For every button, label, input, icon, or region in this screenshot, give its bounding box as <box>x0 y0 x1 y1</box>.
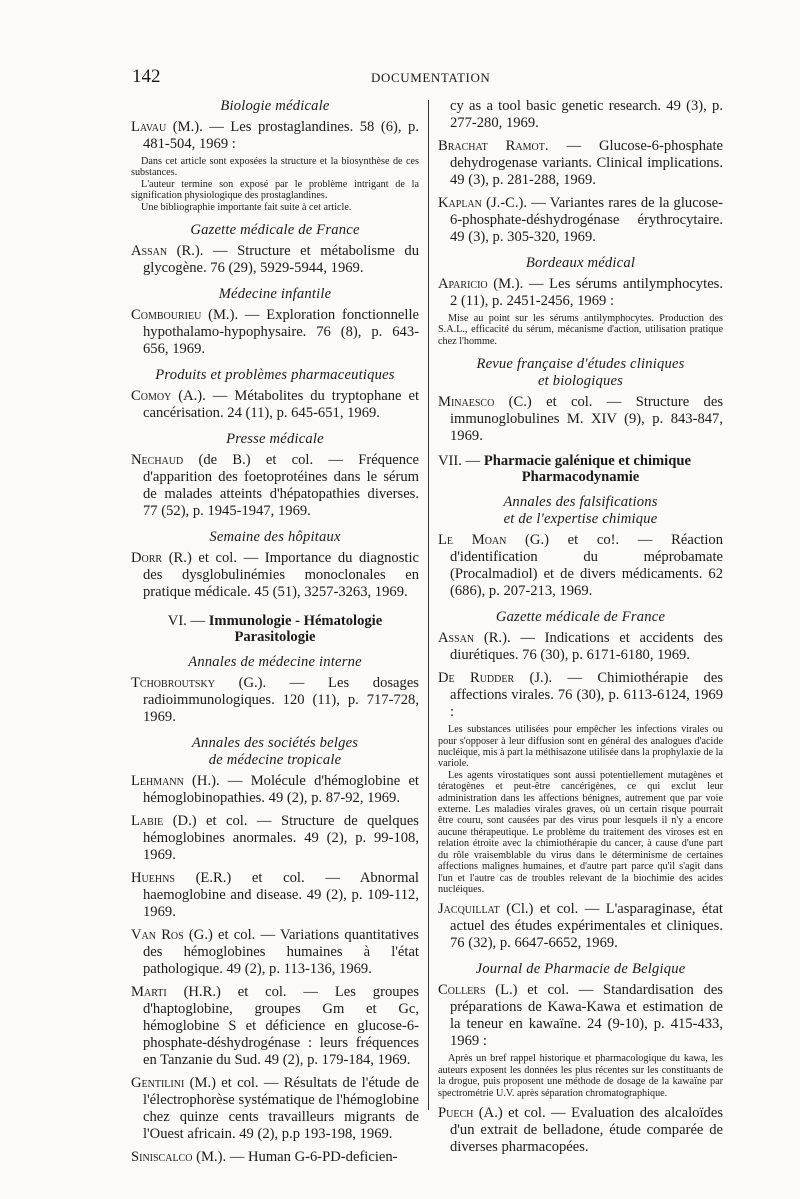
bibliography-entry <box>438 532 723 600</box>
bibliography-entry <box>131 984 419 1069</box>
entry-author: Combourieu (M.). <box>131 307 239 324</box>
bibliography-entry <box>438 670 723 721</box>
journal-title: Produits et problèmes pharmaceutiques <box>155 367 395 384</box>
entry-author: Tchobroutsky (G.). <box>131 675 267 692</box>
bibliography-entry <box>438 630 723 664</box>
entry-text: (A.) et col. — Evaluation des alcaloïdes d'un extrait de belladone, étude comparée de diverses pharmacopées. <box>450 1104 723 1155</box>
entry-text: (G.) et co!. — Réaction d'identification du méprobamate (Procalmadiol) et de divers médicaments. 62 (686), p. 207-213, 1969. <box>450 532 723 600</box>
abstract-paragraph: Les substances utilisées pour empêcher les infections virales ou pour s'opposer à leur diffusion sont en général des analogues d'acide nucléique, mis à part la méthisazone utilisée dans la prophylaxie de la variole. <box>438 724 723 770</box>
journal-title-line2: et de l'expertise chimique <box>503 511 658 528</box>
bibliography-entry <box>131 675 419 726</box>
section-title-line2: Pharmacodynamie <box>521 469 640 486</box>
entry-text: — Chimiothérapie des affections virales. 76 (30), p. 6113-6124, 1969 : <box>450 670 723 721</box>
entry-text: (C.) et col. — Structure des immunoglobulines M. XIV (9), p. 843-847, 1969. <box>450 394 723 445</box>
entry-text: (E.R.) et col. — Abnormal haemoglobine and disease. 49 (2), p. 109-112, 1969. <box>143 870 419 921</box>
journal-title: Gazette médicale de France <box>190 222 360 239</box>
entry-text: (L.) et col. — Standardisation des préparations de Kawa-Kawa et estimation de la teneur en kawaïne. 24 (9-10), p. 415-433, 1969 : <box>450 982 723 1050</box>
section-heading <box>131 613 419 645</box>
bibliography-entry-continued: cy as a tool basic genetic research. 49 (3), p. 277-280, 1969. <box>450 98 723 131</box>
entry-author: Kaplan (J.-C.). <box>438 195 528 211</box>
bibliography-entry <box>131 243 419 277</box>
abstract-paragraph: Mise au point sur les sérums antilymphocytes. Production des S.A.L., efficacité du sérum, mécanisme d'action, utilisation pratique chez l'homme. <box>438 313 723 347</box>
abstract-paragraph: Une bibliographie importante fait suite à cet article. <box>141 201 352 213</box>
abstract-paragraph: L'auteur termine son exposé par le problème intrigant de la signification physiologique des prostaglandines. <box>131 178 419 202</box>
journal-title <box>131 735 419 769</box>
entry-author: Gentilini <box>131 1075 185 1092</box>
section-heading <box>438 453 723 485</box>
journal-title-line1: Annales des falsifications <box>503 494 658 511</box>
bibliography-entry <box>131 307 419 358</box>
journal-title-line2: et biologiques <box>537 373 624 390</box>
entry-author: Le Moan <box>438 532 507 549</box>
section-title-line2: Parasitologie <box>234 629 316 646</box>
entry-author: Comoy (A.). <box>131 388 206 405</box>
entry-author: Marti <box>131 984 167 1001</box>
entry-author: Huehns <box>131 870 175 887</box>
abstract-paragraph: Dans cet article sont exposées la structure et la biosynthèse de ces substances. <box>131 156 419 179</box>
entry-text: (de B.) et col. — Fréquence d'apparition des foetoprotéines dans le sérum de malades atteints d'hépatopathies diverses. 77 (52), p. 1945-1947, 1969. <box>143 452 419 520</box>
journal-title: Bordeaux médical <box>525 255 636 271</box>
entry-text: — Glucose-6-phosphate dehydrogenase variants. Clinical implications. 49 (3), p. 281-288, 1969. <box>450 138 724 188</box>
section-title: Pharmacie galénique et chimique <box>483 453 691 470</box>
bibliography-entry <box>438 394 723 445</box>
entry-abstract <box>438 1053 723 1099</box>
entry-text: — Les dosages radioimmunologiques. 120 (11), p. 717-728, 1969. <box>143 675 419 726</box>
journal-title <box>438 494 723 528</box>
bibliography-entry <box>438 276 723 310</box>
entry-text: (M.) et col. — Résultats de l'étude de l'électrophorèse systématique de l'hémoglobine chez quinze cents travailleurs migrants de l'Ouest africain. 49 (2), p.p 193-198, 1969. <box>143 1075 419 1143</box>
bibliography-entry <box>131 927 419 978</box>
entry-author: Assan (R.). <box>438 630 511 647</box>
section-title: Immunologie - Hématologie <box>208 613 383 630</box>
entry-author: De Rudder (J.). <box>438 670 553 687</box>
section-number: VII. — <box>438 453 484 470</box>
bibliography-entry <box>438 982 723 1050</box>
entry-author: Aparicio (M.). <box>438 276 524 292</box>
bibliography-entry <box>131 388 419 422</box>
bibliography-entry <box>131 773 419 807</box>
abstract-paragraph: Après un bref rappel historique et pharmacologique du kawa, les auteurs exposent les données les plus récentes sur les constituants de la drogue, puis proposent une méthode de dosage de la kawaïne par spectrométrie U.V. après séparation chromatographique. <box>438 1053 723 1099</box>
entry-abstract <box>438 313 723 347</box>
bibliography-entry <box>131 1149 419 1166</box>
entry-text: — Les prostaglandines. 58 (6), p. 481-504, 1969 : <box>143 119 419 152</box>
entry-text: — Exploration fonctionnelle hypothalamo-hypophysaire. 76 (8), p. 643-656, 1969. <box>143 307 419 358</box>
entry-text: (G.) et col. — Variations quantitatives des hémoglobines humaines à l'état pathologique. 49 (2), p. 113-136, 1969. <box>143 927 419 978</box>
entry-abstract <box>131 156 419 213</box>
entry-author: Van Ros <box>131 927 184 944</box>
entry-text: (H.R.) et col. — Les groupes d'haptoglobine, groupes Gm et Gc, hémoglobine S et déficience en glucose-6-phosphate-déshydrogénase : leurs fréquences en Tanzanie du Sud. 49 (2), p. 179-184, 1969. <box>143 984 419 1069</box>
journal-title: Semaine des hôpitaux <box>209 529 341 546</box>
bibliography-entry <box>438 138 723 189</box>
journal-title: Médecine infantile <box>218 286 332 303</box>
entry-text: — Molécule d'hémoglobine et hémoglobinopathies. 49 (2), p. 87-92, 1969. <box>143 773 419 807</box>
journal-title <box>438 356 723 390</box>
journal-title: Presse médicale <box>226 431 324 448</box>
entry-author: Minaesco <box>438 394 495 411</box>
entry-text: — Human G-6-PD-deficien- <box>226 1149 398 1166</box>
journal-title: Gazette médicale de France <box>495 609 666 626</box>
entry-author: Puech <box>438 1104 474 1121</box>
entry-author: Brachat Ramot. <box>438 138 549 154</box>
entry-author: Siniscalco (M.). <box>131 1149 227 1166</box>
bibliography-entry <box>438 195 723 246</box>
bibliography-entry <box>438 901 723 952</box>
entry-author: Dorr <box>131 550 163 567</box>
entry-abstract <box>438 724 723 895</box>
entry-author: Labie <box>131 813 164 830</box>
entry-text: (D.) et col. — Structure de quelques hémoglobines anormales. 49 (2), p. 99-108, 1969. <box>143 813 419 864</box>
bibliography-entry <box>131 813 419 864</box>
entry-author: Jacquillat <box>438 901 500 918</box>
right-column <box>438 98 723 1162</box>
left-column <box>131 98 419 1172</box>
entry-author: Lehmann (H.). <box>131 773 220 790</box>
entry-author: Nechaud <box>131 452 184 469</box>
column-divider <box>428 100 429 1110</box>
bibliography-entry <box>131 1075 419 1143</box>
entry-author: Lavau (M.). <box>131 119 203 135</box>
entry-text: — Indications et accidents des diurétiques. 76 (30), p. 6171-6180, 1969. <box>450 630 723 664</box>
journal-title: Biologie médicale <box>220 98 330 114</box>
bibliography-entry <box>131 119 419 153</box>
journal-title: Journal de Pharmacie de Belgique <box>475 961 686 978</box>
journal-title-line1: Revue française d'études cliniques <box>476 356 685 373</box>
entry-author: Collers <box>438 982 486 999</box>
page-number: 142 <box>132 66 161 87</box>
abstract-paragraph: Les agents virostatiques sont aussi potentiellement mutagènes et tératogènes et peut-être cancérigènes, ce qui exclut leur administration dans les affections bénignes, autrement que par voie externe. Les maladies virales graves, où un certain risque pourrait être couru, sont causées par des virus pour lesquels il n'y a encore aucune thérapeutique. Le problème du traitement des viroses est en relation étroite avec la chimiothérapie du cancer, à cause d'une part du rôle vraisemblable du virus dans le déterminisme de certaines affections malignes humaines, et d'autre part parce qu'il s'agit dans l'un et l'autre cas de troubles relevant de la biochimie des acides nucléiques. <box>438 769 723 895</box>
journal-title-line2: de médecine tropicale <box>208 752 342 769</box>
journal-title: Annales de médecine interne <box>188 654 362 671</box>
entry-author: Assan (R.). <box>131 243 204 260</box>
bibliography-entry <box>131 452 419 520</box>
entry-text: — Métabolites du tryptophane et cancérisation. 24 (11), p. 645-651, 1969. <box>143 388 419 422</box>
bibliography-entry <box>131 550 419 601</box>
entry-text: (Cl.) et col. — L'asparaginase, état actuel des études expérimentales et cliniques. 76 (32), p. 6647-6652, 1969. <box>450 901 723 952</box>
entry-text: — Les sérums antilymphocytes. 2 (11), p. 2451-2456, 1969 : <box>450 276 723 309</box>
bibliography-entry <box>438 1105 723 1156</box>
section-number: VI. — <box>167 613 209 630</box>
entry-text: (R.) et col. — Importance du diagnostic des dysglobulinémies monoclonales en pratique médicale. 45 (51), 3257-3263, 1969. <box>143 550 419 601</box>
entry-text: — Structure et métabolisme du glycogène. 76 (29), 5929-5944, 1969. <box>143 243 419 277</box>
journal-title-line1: Annales des sociétés belges <box>191 735 359 752</box>
entry-text: — Variantes rares de la glucose-6-phosphate-déshydrogénase érythrocytaire. 49 (3), p. 305-320, 1969. <box>450 195 723 245</box>
running-head: DOCUMENTATION <box>371 70 491 85</box>
bibliography-entry <box>131 870 419 921</box>
